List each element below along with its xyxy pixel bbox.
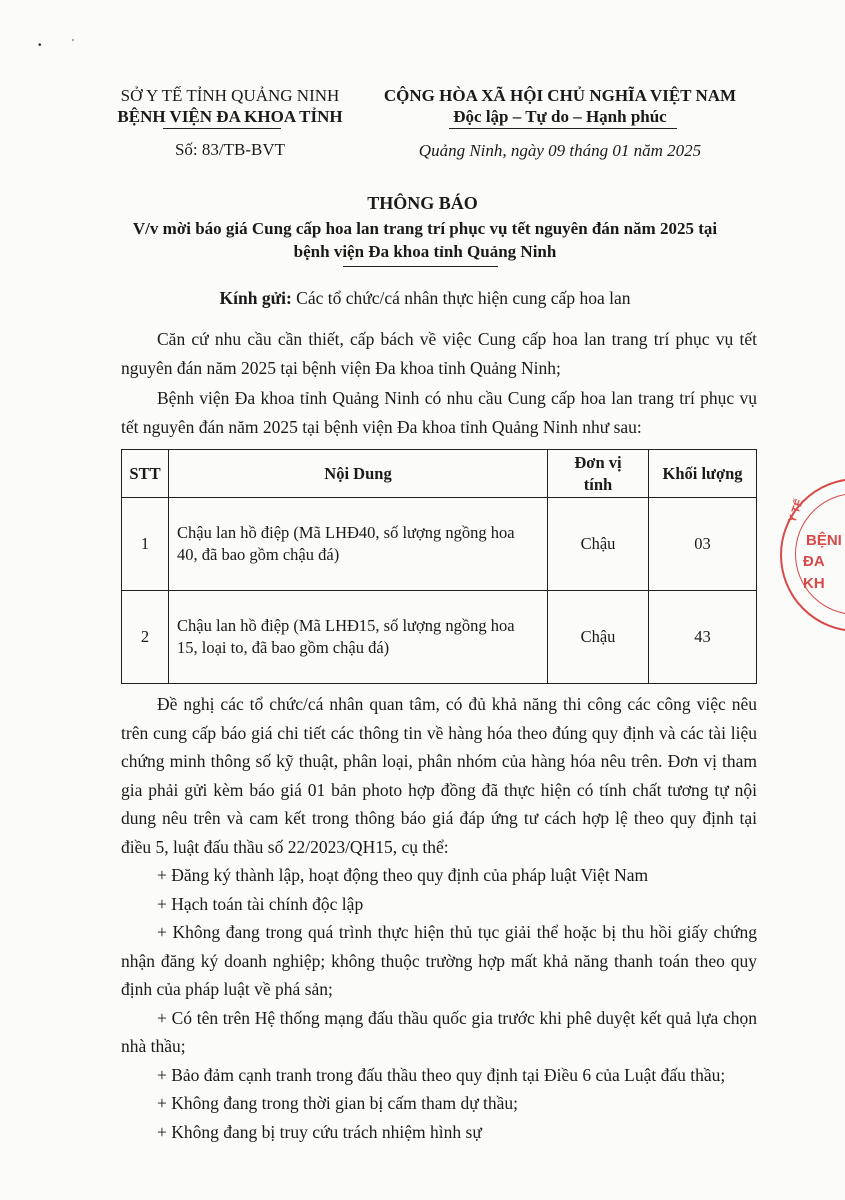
items-table: [121, 449, 757, 684]
notice-subject-line2: bệnh viện Đa khoa tỉnh Quảng Ninh: [293, 242, 557, 261]
row-qty: 43: [649, 591, 757, 684]
intro-paragraph-1: Căn cứ nhu cầu cần thiết, cấp bách về việc Cung cấp hoa lan trang trí phục vụ tết nguyên đán năm 2025 tại bệnh viện Đa khoa tỉnh Quảng Ninh;: [121, 329, 757, 378]
requirement-item: + Không đang trong quá trình thực hiện thủ tục giải thể hoặc bị thu hồi giấy chứng nhận đăng ký doanh nghiệp; không thuộc trường hợp mất khả năng thanh toán theo quy định của pháp luật về phá sản;: [121, 922, 757, 999]
motto-underline: [449, 128, 677, 129]
agency-header: [80, 85, 380, 127]
stamp-text-3: Y TẾ: [786, 497, 806, 525]
row-stt: 2: [122, 591, 169, 684]
agency-underline: [163, 128, 281, 129]
scan-mark: •: [38, 40, 42, 51]
notice-subject-line1: V/v mời báo giá Cung cấp hoa lan trang trí phục vụ tết nguyên đán năm 2025 tại: [132, 219, 718, 238]
table-row: [122, 498, 757, 591]
requirement-item: + Đăng ký thành lập, hoạt động theo quy định của pháp luật Việt Nam: [157, 865, 649, 885]
table-row: [122, 591, 757, 684]
col-content: Nội Dung: [169, 450, 548, 498]
national-motto: Độc lập – Tự do – Hạnh phúc: [453, 107, 667, 126]
recipient-label: Kính gửi:: [219, 288, 292, 308]
requirement-item: + Không đang bị truy cứu trách nhiệm hình sự: [157, 1121, 482, 1142]
requirement-item: + Có tên trên Hệ thống mạng đấu thầu quốc gia trước khi phê duyệt kết quả lựa chọn nhà thầu;: [121, 1007, 757, 1056]
col-unit: Đơn vị tính: [548, 450, 649, 498]
intro-section: [121, 325, 757, 441]
row-content: Chậu lan hồ điệp (Mã LHĐ40, số lượng ngồng hoa 40, đã bao gồm chậu đá): [169, 498, 548, 591]
agency-name: BỆNH VIỆN ĐA KHOA TỈNH: [117, 107, 343, 126]
requirement-item: + Hạch toán tài chính độc lập: [157, 893, 364, 914]
row-unit: Chậu: [548, 498, 649, 591]
table-header-row: [122, 450, 757, 498]
col-stt: STT: [122, 450, 169, 498]
notice-title: THÔNG BÁO: [367, 193, 478, 213]
requirements-section: [121, 690, 757, 1146]
requirement-item: + Bảo đảm cạnh tranh trong đấu thầu theo quy định tại Điều 6 của Luật đấu thầu;: [157, 1064, 726, 1085]
intro-paragraph-2: Bệnh viện Đa khoa tỉnh Quảng Ninh có nhu cầu Cung cấp hoa lan trang trí phục vụ tết nguyên đán năm 2025 tại bệnh viện Đa khoa tỉnh Quảng Ninh như sau:: [121, 388, 757, 437]
row-content: Chậu lan hồ điệp (Mã LHĐ15, số lượng ngồng hoa 15, loại to, đã bao gồm chậu đá): [169, 591, 548, 684]
national-header: [360, 85, 760, 127]
recipient-value: Các tổ chức/cá nhân thực hiện cung cấp hoa lan: [291, 288, 631, 308]
row-stt: 1: [122, 498, 169, 591]
row-qty: 03: [649, 498, 757, 591]
col-qty: Khối lượng: [649, 450, 757, 498]
place-date: Quảng Ninh, ngày 09 tháng 01 năm 2025: [418, 141, 702, 160]
agency-parent: SỞ Y TẾ TỈNH QUẢNG NINH: [120, 86, 340, 105]
stamp-text-1: BỆNI: [806, 532, 842, 549]
stamp-text-2: ĐA KH: [803, 553, 825, 592]
national-name: CỘNG HÒA XÃ HỘI CHỦ NGHĨA VIỆT NAM: [383, 86, 737, 105]
requirement-item: + Không đang trong thời gian bị cấm tham dự thầu;: [157, 1093, 519, 1113]
doc-number: Số: 83/TB-BVT: [174, 140, 286, 159]
row-unit: Chậu: [548, 591, 649, 684]
request-paragraph: Đề nghị các tổ chức/cá nhân quan tâm, có đủ khả năng thi công các công việc nêu trên cung cấp báo giá chi tiết các thông tin về hàng hóa theo đúng quy định và các tài liệu chứng minh thông số kỹ thuật, phân loại, phân nhóm của hàng hóa nêu trên. Đơn vị tham gia phải gửi kèm báo giá 01 bản photo hợp đồng đã thực hiện có tính chất tương tự nội dung nêu trên và cam kết trong thông báo giá đáp ứng tư cách hợp lệ theo quy định tại điều 5, luật đấu thầu số 22/2023/QH15, cụ thể:: [121, 694, 757, 857]
notice-subject: [80, 217, 770, 263]
scan-mark: ': [72, 38, 74, 49]
recipient-line: [80, 287, 770, 309]
subject-underline: [343, 266, 498, 267]
